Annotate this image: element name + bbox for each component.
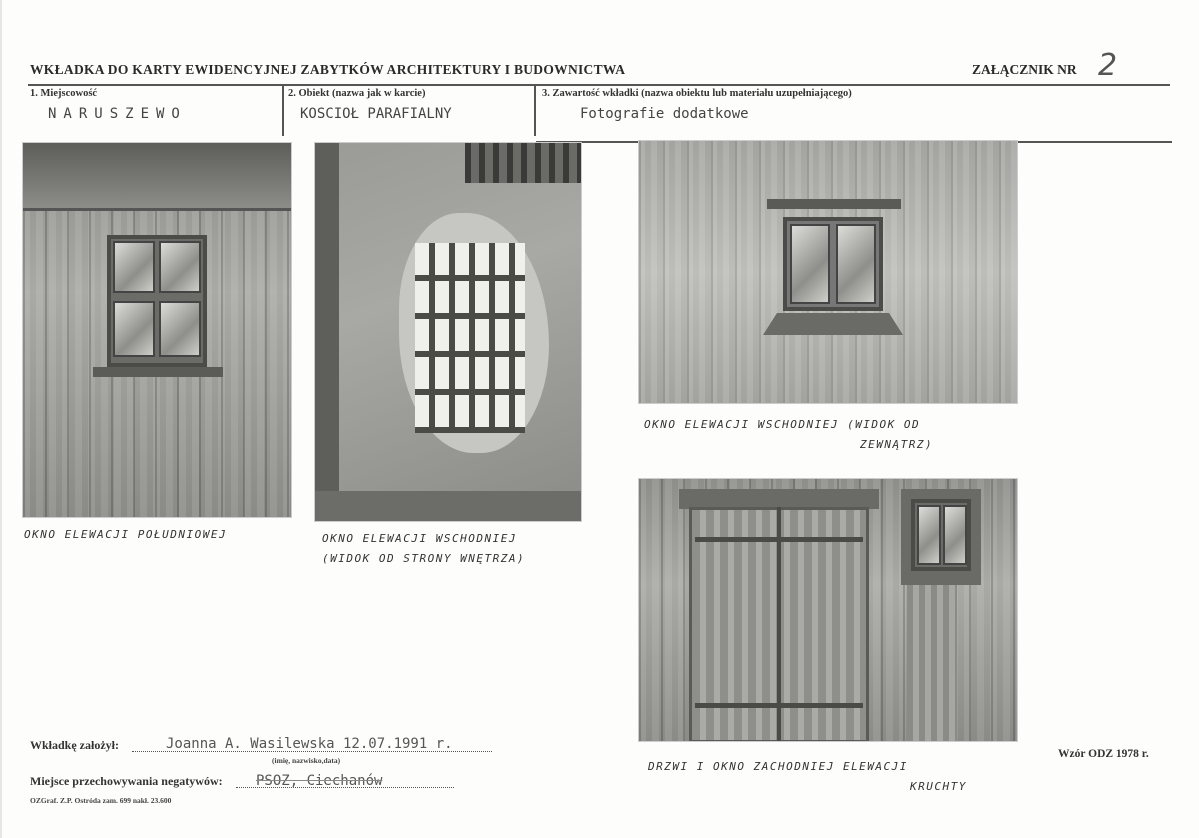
negatives-label: Miejsce przechowywania negatywów: [30,774,223,788]
object-value: KOSCIOŁ PARAFIALNY [300,106,452,122]
template-code: Wzór ODZ 1978 r. [1058,748,1149,760]
created-by-hint: (imię, nazwisko,data) [272,756,341,765]
annex-number: 2 [1098,48,1118,83]
annex-label: ZAŁĄCZNIK NR [972,62,1077,77]
negatives-value: PSOZ, Ciechanów [256,773,383,789]
photo-east-window-outside [638,140,1018,404]
field-divider-2 [534,84,536,136]
photo-3-caption-line1: OKNO ELEWACJI WSCHODNIEJ (WIDOK OD [644,418,921,431]
photo-2-caption-line2: (WIDOK OD STRONY WNĘTRZA) [322,552,526,565]
created-by-value: Joanna A. Wasilewska 12.07.1991 r. [166,736,453,752]
photo-4-caption-line2: KRUCHTY [910,780,967,793]
form-title: WKŁADKA DO KARTY EWIDENCYJNEJ ZABYTKÓW ARCHITEKTURY I BUDOWNICTWA [30,62,626,77]
photo-south-window [22,142,292,518]
photo-3-caption-line2: ZEWNĄTRZ) [860,438,934,451]
photo-west-door-window [638,478,1018,742]
photo-2-caption-line1: OKNO ELEWACJI WSCHODNIEJ [322,532,517,545]
created-by-label: Wkładkę założył: [30,738,119,752]
photo-1-caption: OKNO ELEWACJI POŁUDNIOWEJ [24,528,228,541]
photo-4-caption-line1: DRZWI I OKNO ZACHODNIEJ ELEWACJI [648,760,908,773]
content-value: Fotografie dodatkowe [580,106,749,122]
object-label: 2. Obiekt (nazwa jak w karcie) [288,88,426,99]
header-rule [28,84,1170,86]
content-label: 3. Zawartość wkładki (nazwa obiektu lub materiału uzupełniającego) [542,88,852,99]
locality-value: NARUSZEWO [48,106,187,122]
photo-east-window-inside [314,142,582,522]
print-info: OZGraf. Z.P. Ostróda zam. 699 nakł. 23.600 [30,796,172,805]
field-divider-1 [282,84,284,136]
locality-label: 1. Miejscowość [30,88,98,99]
